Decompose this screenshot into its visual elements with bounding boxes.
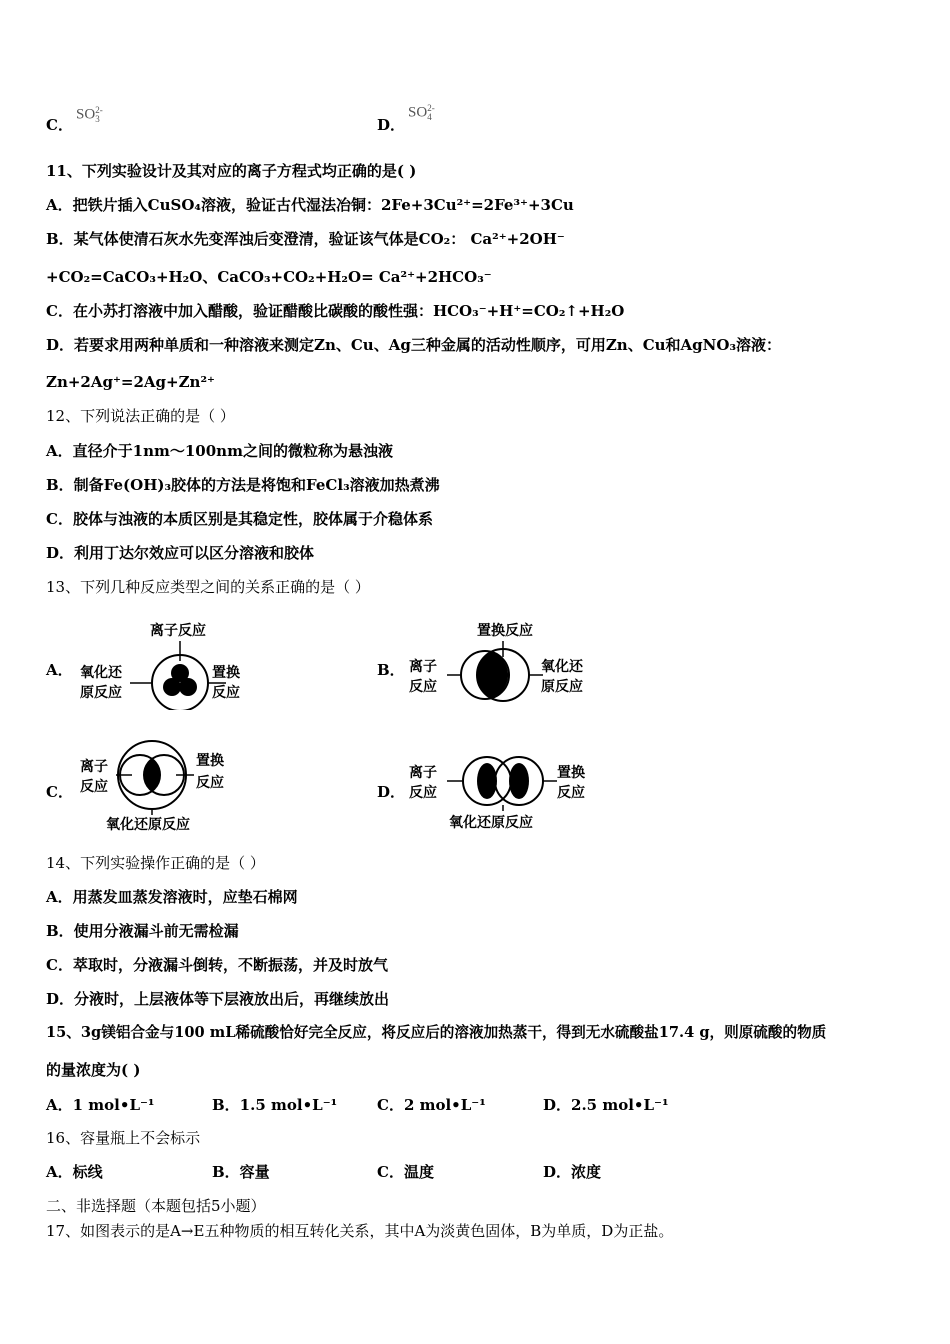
q14-option-d: D．分液时，上层液体等下层液放出后，再继续放出 bbox=[46, 990, 390, 1008]
q13-diagram-d bbox=[407, 755, 597, 835]
q11-option-b-line1: B．某气体使清石灰水先变浑浊后变澄清，验证该气体是CO₂： Ca²⁺+2OH⁻ bbox=[46, 230, 565, 248]
diagram-c-displacement-line2: 反应 bbox=[196, 775, 224, 791]
q17-stem: 17、如图表示的是A→E五种物质的相互转化关系，其中A为淡黄色固体，B为单质，D为正盐。 bbox=[46, 1222, 674, 1240]
q14-stem: 14、下列实验操作正确的是（ ） bbox=[46, 854, 265, 872]
q12-option-d: D．利用丁达尔效应可以区分溶液和胶体 bbox=[46, 544, 315, 562]
q10-option-d-label: D． bbox=[377, 116, 406, 134]
diagram-b-displacement-label: 置换反应 bbox=[477, 623, 533, 639]
q16-option-d: D．浓度 bbox=[543, 1163, 602, 1181]
diagram-c-redox-label: 氧化还原反应 bbox=[106, 817, 190, 833]
diagram-c-ionic-line2: 反应 bbox=[80, 779, 108, 795]
diagram-d-displacement-line1: 置换 bbox=[557, 765, 585, 781]
diagram-b-ionic-line1: 离子 bbox=[409, 659, 437, 675]
q13-option-d-label: D． bbox=[377, 783, 406, 801]
diagram-c-displacement-line1: 置换 bbox=[196, 753, 224, 769]
q13-diagram-b bbox=[407, 615, 597, 710]
q13-diagram-a bbox=[76, 615, 256, 710]
diagram-b-redox-line1: 氧化还 bbox=[541, 659, 583, 675]
q16-option-c: C．温度 bbox=[377, 1163, 434, 1181]
q11-option-a: A．把铁片插入CuSO₄溶液，验证古代湿法冶铜：2Fe+3Cu²⁺=2Fe³⁺+3Cu bbox=[46, 196, 574, 214]
q10-option-d-formula: SO 2- 4 bbox=[408, 103, 435, 122]
q12-option-b: B．制备Fe(OH)₃胶体的方法是将饱和FeCl₃溶液加热煮沸 bbox=[46, 476, 440, 494]
diagram-b-ionic-line2: 反应 bbox=[409, 679, 437, 695]
q12-option-a: A．直径介于1nm～100nm之间的微粒称为悬浊液 bbox=[46, 442, 393, 460]
q11-option-c: C．在小苏打溶液中加入醋酸，验证醋酸比碳酸的酸性强：HCO₃⁻+H⁺=CO₂↑+H₂O bbox=[46, 302, 625, 320]
q16-stem: 16、容量瓶上不会标示 bbox=[46, 1129, 201, 1147]
diagram-d-ionic-line2: 反应 bbox=[409, 785, 437, 801]
q13-option-a-label: A． bbox=[46, 661, 73, 679]
q13-option-b-label: B． bbox=[377, 661, 405, 679]
diagram-a-displacement-line2: 反应 bbox=[212, 685, 240, 701]
q11-stem: 11、下列实验设计及其对应的离子方程式均正确的是( ) bbox=[46, 162, 417, 180]
q11-option-d-line2: Zn+2Ag⁺=2Ag+Zn²⁺ bbox=[46, 373, 215, 391]
diagram-d-displacement-line2: 反应 bbox=[557, 785, 585, 801]
q14-option-b: B．使用分液漏斗前无需检漏 bbox=[46, 922, 239, 940]
diagram-c-ionic-line1: 离子 bbox=[80, 759, 108, 775]
q13-option-c-label: C． bbox=[46, 783, 73, 801]
q15-option-d: D．2.5 mol•L⁻¹ bbox=[543, 1096, 669, 1114]
q15-stem-line2: 的量浓度为( ) bbox=[46, 1061, 141, 1079]
q13-diagram-c bbox=[76, 735, 256, 835]
section-2-heading: 二、非选择题（本题包括5小题） bbox=[46, 1197, 266, 1215]
q15-stem-line1: 15、3g镁铝合金与100 mL稀硫酸恰好完全反应，将反应后的溶液加热蒸干，得到无水硫酸盐17.4 g，则原硫酸的物质 bbox=[46, 1024, 827, 1041]
diagram-d-redox-label: 氧化还原反应 bbox=[449, 815, 533, 831]
q13-stem: 13、下列几种反应类型之间的关系正确的是（ ） bbox=[46, 578, 370, 596]
q16-option-a: A．标线 bbox=[46, 1163, 103, 1181]
q12-option-c: C．胶体与浊液的本质区别是其稳定性，胶体属于介稳体系 bbox=[46, 510, 433, 528]
q15-option-c: C．2 mol•L⁻¹ bbox=[377, 1096, 486, 1114]
q15-option-a: A．1 mol•L⁻¹ bbox=[46, 1096, 155, 1114]
q14-option-c: C．萃取时，分液漏斗倒转，不断振荡，并及时放气 bbox=[46, 956, 388, 974]
q10-option-c-formula: SO 2- 3 bbox=[76, 105, 103, 124]
q14-option-a: A．用蒸发皿蒸发溶液时，应垫石棉网 bbox=[46, 888, 298, 906]
q15-option-b: B．1.5 mol•L⁻¹ bbox=[212, 1096, 338, 1114]
diagram-a-redox-line2: 原反应 bbox=[80, 685, 122, 701]
q11-option-d-line1: D．若要求用两种单质和一种溶液来测定Zn、Cu、Ag三种金属的活动性顺序，可用Zn、Cu和AgNO₃溶液： bbox=[46, 336, 782, 354]
diagram-a-redox-line1: 氧化还 bbox=[80, 665, 122, 681]
q11-option-b-line2: +CO₂=CaCO₃+H₂O、CaCO₃+CO₂+H₂O= Ca²⁺+2HCO₃⁻ bbox=[46, 268, 492, 286]
diagram-a-displacement-line1: 置换 bbox=[212, 665, 240, 681]
diagram-d-ionic-line1: 离子 bbox=[409, 765, 437, 781]
q12-stem: 12、下列说法正确的是（ ） bbox=[46, 407, 235, 425]
diagram-b-redox-line2: 原反应 bbox=[541, 679, 583, 695]
diagram-a-ionic-label: 离子反应 bbox=[150, 623, 206, 639]
q10-option-c-label: C． bbox=[46, 116, 73, 134]
q16-option-b: B．容量 bbox=[212, 1163, 270, 1181]
